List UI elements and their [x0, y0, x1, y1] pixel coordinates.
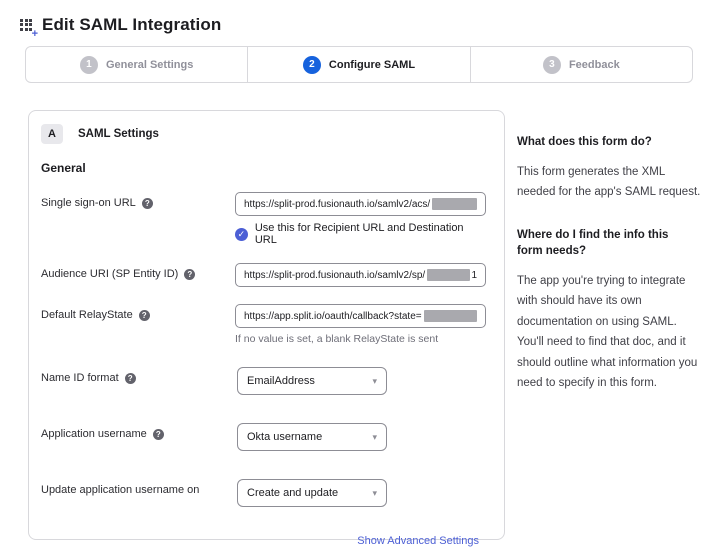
recipient-url-checkbox-label: Use this for Recipient URL and Destination URL [254, 222, 464, 246]
field-row-relay-state [41, 304, 486, 345]
app-username-select[interactable] [237, 423, 387, 451]
stepper-step-general-settings[interactable] [26, 47, 248, 82]
field-row-app-username [41, 423, 486, 451]
field-label-group [41, 367, 237, 395]
app-username-value: Okta username [247, 431, 323, 443]
chevron-down-icon: ▾ [372, 487, 377, 498]
field-control-group [235, 263, 486, 287]
wizard-stepper [25, 46, 693, 83]
update-app-username-label: Update application username on [41, 484, 200, 496]
field-row-name-id-format [41, 367, 486, 395]
help-icon[interactable]: ? [184, 269, 195, 280]
audience-uri-input[interactable] [235, 263, 486, 287]
field-label-group [41, 192, 235, 246]
app-grid-plus-icon [20, 19, 38, 40]
field-control-group [237, 367, 486, 395]
field-row-sso-url [41, 192, 486, 246]
sidebar-body-where: The app you're trying to integrate with should have its own documentation on using SAML. You'll need to find that doc, and it should outline what information you need to specify in this form. [517, 274, 698, 390]
audience-uri-suffix: 1 [471, 269, 477, 281]
stepper-step-feedback[interactable] [471, 47, 692, 82]
chevron-down-icon: ▾ [372, 431, 377, 442]
field-label-group [41, 263, 235, 287]
help-sidebar [505, 110, 705, 418]
sidebar-body-what: This form generates the XML needed for the app's SAML request. [517, 165, 701, 199]
step-number-badge: 3 [543, 56, 561, 74]
general-section-title: General [41, 161, 86, 175]
recipient-url-checkbox-row [235, 222, 486, 246]
plus-icon: + [31, 27, 38, 40]
page-header [0, 0, 717, 46]
audience-uri-value: https://split-prod.fusionauth.io/samlv2/sp/ [244, 269, 426, 281]
relay-state-label: Default RelayState [41, 309, 133, 321]
update-app-username-value: Create and update [247, 487, 339, 499]
advanced-settings-row [41, 531, 486, 549]
recipient-url-checkbox[interactable]: ✓ [235, 228, 248, 241]
field-row-update-app-username [41, 479, 486, 507]
field-control-group [235, 304, 486, 345]
name-id-format-select[interactable] [237, 367, 387, 395]
help-icon[interactable]: ? [139, 310, 150, 321]
update-app-username-select[interactable] [237, 479, 387, 507]
stepper-step-configure-saml[interactable] [248, 47, 470, 82]
field-row-audience-uri [41, 263, 486, 287]
step-number-badge: 2 [303, 56, 321, 74]
relay-state-input[interactable] [235, 304, 486, 328]
relay-state-value: https://app.split.io/oauth/callback?state= [244, 310, 422, 322]
field-control-group [237, 479, 486, 507]
field-label-group [41, 304, 235, 345]
redaction-block [432, 198, 477, 210]
sidebar-heading-what: What does this form do? [517, 136, 652, 148]
sso-url-input[interactable] [235, 192, 486, 216]
field-label-group [41, 423, 237, 451]
sso-url-label: Single sign-on URL [41, 197, 136, 209]
field-label-group [41, 479, 237, 507]
name-id-format-value: EmailAddress [247, 375, 315, 387]
sso-url-value: https://split-prod.fusionauth.io/samlv2/acs/ [244, 198, 431, 210]
panel-title: SAML Settings [78, 128, 159, 140]
show-advanced-settings-link[interactable]: Show Advanced Settings [357, 535, 479, 547]
audience-uri-label: Audience URI (SP Entity ID) [41, 268, 179, 280]
panel-header [41, 124, 486, 144]
step-label: Feedback [568, 58, 620, 71]
field-control-group [237, 423, 486, 451]
help-icon[interactable]: ? [142, 198, 153, 209]
relay-state-helper-text: If no value is set, a blank RelayState is sent [235, 333, 439, 345]
saml-settings-panel [28, 110, 505, 547]
app-username-label: Application username [41, 428, 147, 440]
help-icon[interactable]: ? [153, 429, 164, 440]
redaction-block [424, 310, 477, 322]
redaction-block [427, 269, 470, 281]
chevron-down-icon: ▾ [372, 375, 377, 386]
field-control-group [235, 192, 486, 246]
section-a-badge: A [41, 124, 63, 144]
step-label: Configure SAML [328, 58, 416, 71]
sidebar-heading-where: Where do I find the info this form needs? [517, 228, 669, 258]
step-label: General Settings [105, 58, 194, 71]
page-title: Edit SAML Integration [42, 15, 222, 34]
content-area [28, 110, 717, 547]
name-id-format-label: Name ID format [41, 372, 119, 384]
step-number-badge: 1 [80, 56, 98, 74]
help-icon[interactable]: ? [125, 373, 136, 384]
